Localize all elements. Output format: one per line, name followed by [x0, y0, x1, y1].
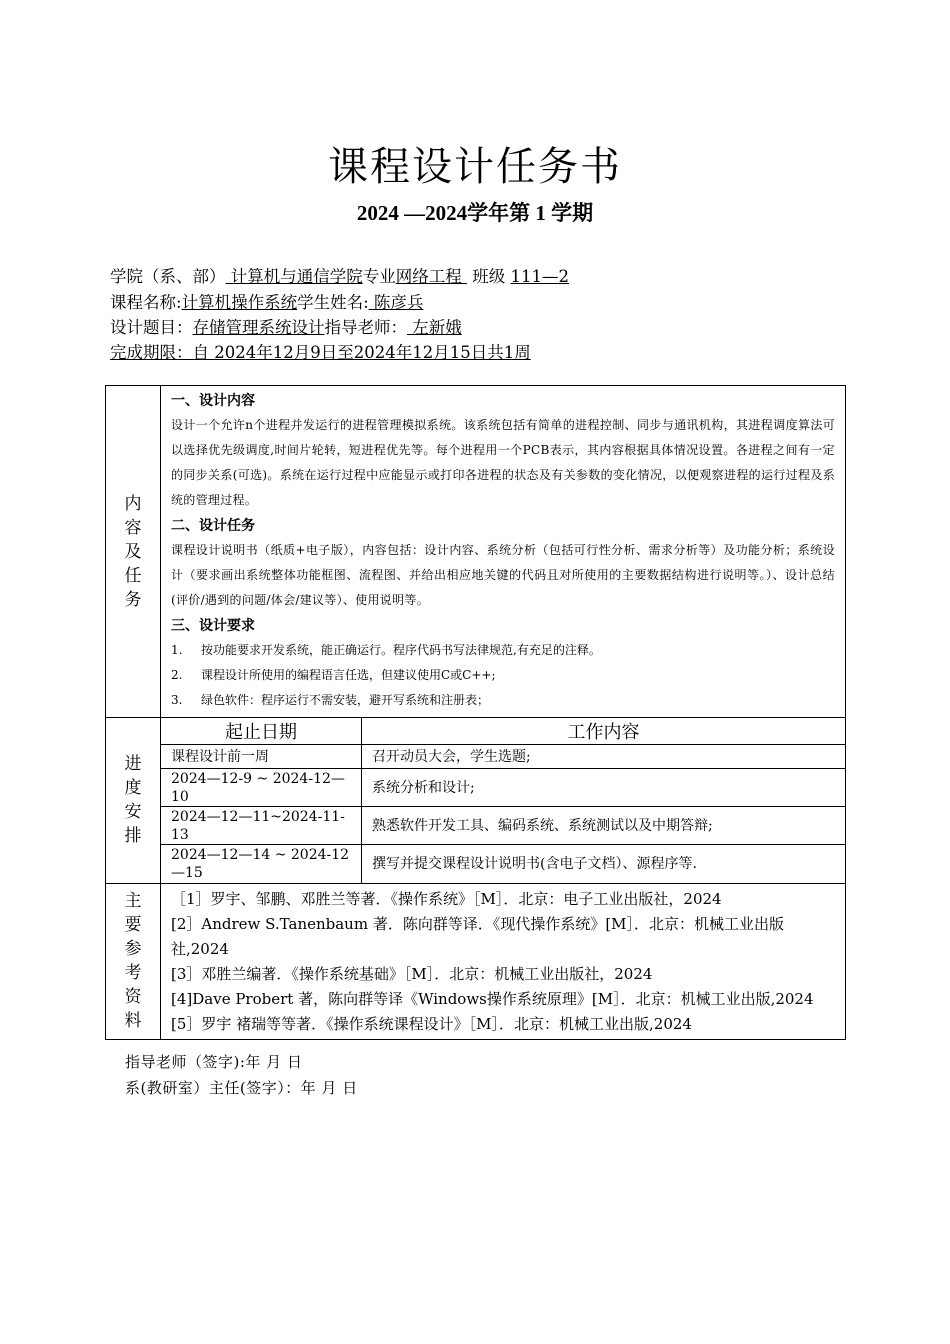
content-side-cell [106, 386, 161, 718]
info-line-college [110, 265, 569, 289]
schedule-row-item [161, 769, 845, 807]
schedule-row [106, 718, 846, 884]
course-label: 课程名称: [110, 293, 182, 312]
reference-item: [5］罗宇 褚瑞等等著．《操作系统课程设计》［M］．北京：机械工业出版,2024 [171, 1014, 692, 1033]
requirement-num: 1. [171, 643, 183, 657]
info-line-course [110, 291, 423, 315]
student-value: 陈彦兵 [368, 293, 424, 312]
schedule-work: 召开动员大会，学生选题; [362, 745, 846, 769]
college-label: 学院（系、部） [110, 267, 226, 286]
schedule-row-item [161, 845, 845, 883]
schedule-date: 2024—12-9 ~ 2024-12—10 [161, 769, 362, 807]
design-content-text: 设计一个允许n个进程并发运行的进程管理模拟系统。该系统包括有简单的进程控制、同步与通讯机构，其进程调度算法可以选择优先级调度,时间片轮转，短进程优先等。每个进程用一个PCB表示，其内容根据具体情况设置。各进程之间有一定的同步关系(可选)。系统在运行过程中应能显示或打印各进程的状态及有关参数的变化情况，以便观察进程的运行过程及系统的管理过程。 [171, 418, 835, 507]
schedule-date: 课程设计前一周 [161, 745, 362, 769]
class-value: 111—2 [510, 267, 569, 286]
teacher-value: 左新娥 [407, 318, 462, 337]
requirement-text: 课程设计所使用的编程语言任选，但建议使用C或C++; [201, 668, 496, 682]
director-signature-line: 系(教研室）主任(签字）：年 月 日 [125, 1079, 358, 1097]
requirement-text: 按功能要求开发系统，能正确运行。程序代码书写法律规范,有充足的注释。 [201, 643, 601, 657]
major-label: 专业 [362, 267, 396, 286]
reference-item: ［1］罗宇、邹鹏、邓胜兰等著．《操作系统》［M］．北京：电子工业出版社，2024 [171, 889, 722, 908]
college-value: 计算机与通信学院 [225, 267, 363, 286]
content-side-label: 内容及任务 [124, 493, 142, 610]
references-cell [161, 883, 846, 1039]
student-label: 学生姓名: [297, 293, 369, 312]
academic-year-subtitle: 2024 —2024学年第 1 学期 [356, 201, 594, 225]
task-table [105, 385, 846, 1040]
requirement-num: 3. [171, 693, 183, 707]
design-task-text: 课程设计说明书（纸质+电子版），内容包括：设计内容、系统分析（包括可行性分析、需求分析等）及功能分析；系统设计（要求画出系统整体功能框图、流程图、并给出相应地关键的代码且对所使用的主要数据结构进行说明等。）、设计总结(评价/遇到的问题/体会/建议等）、使用说明等。 [171, 543, 835, 607]
requirement-item [171, 663, 835, 688]
content-row [106, 386, 846, 718]
schedule-header-row [161, 718, 845, 745]
design-task-heading: 二、设计任务 [171, 518, 255, 534]
teacher-signature-line: 指导老师（签字):年 月 日 [125, 1053, 303, 1071]
info-line-topic [110, 316, 462, 340]
design-req-heading: 三、设计要求 [171, 618, 255, 634]
reference-item: [2］Andrew S.Tanenbaum 著．陈向群等译．《现代操作系统》[M］．北京：机械工业出版社,2024 [171, 914, 785, 958]
schedule-side-label: 进度安排 [124, 754, 142, 847]
references-side-label: 主要参考资料 [124, 891, 142, 1031]
requirement-item [171, 688, 835, 713]
course-value: 计算机操作系统 [181, 293, 298, 312]
deadline-value: 完成期限：自 2024年12月9日至2024年12月15日共1周 [110, 343, 531, 362]
info-line-deadline [110, 341, 531, 365]
references-side-cell [106, 883, 161, 1039]
references-row [106, 883, 846, 1039]
topic-label: 设计题目： [110, 318, 193, 337]
schedule-date: 2024—12—11~2024-11-13 [161, 807, 362, 845]
content-cell [161, 386, 846, 718]
topic-value: 存储管理系统设计 [192, 318, 325, 337]
page-title: 课程设计任务书 [328, 144, 622, 190]
schedule-side-cell [106, 718, 161, 884]
schedule-col-date: 起止日期 [161, 718, 362, 745]
reference-item: [4]Dave Probert 著，陈向群等译《Windows操作系统原理》[M］．北京：机械工业出版,2024 [171, 989, 814, 1008]
schedule-work: 系统分析和设计; [362, 769, 846, 807]
teacher-label: 指导老师： [324, 318, 407, 337]
schedule-work: 撰写并提交课程设计说明书(含电子文档）、源程序等. [372, 855, 697, 872]
design-content-heading: 一、设计内容 [171, 393, 255, 409]
schedule-date: 2024—12—14 ~ 2024-12—15 [161, 845, 362, 883]
schedule-table [161, 718, 845, 883]
schedule-cell [161, 718, 846, 884]
requirement-item [171, 638, 835, 663]
requirement-num: 2. [171, 668, 183, 682]
schedule-work: 熟悉软件开发工具、编码系统、系统测试以及中期答辩; [362, 807, 846, 845]
requirement-text: 绿色软件：程序运行不需安装，避开写系统和注册表； [201, 693, 490, 707]
reference-item: [3］邓胜兰编著．《操作系统基础》［M］．北京：机械工业出版社，2024 [171, 964, 653, 983]
class-label: 班级 [472, 267, 506, 286]
major-value: 网络工程 [395, 267, 467, 286]
schedule-row-item [161, 807, 845, 845]
schedule-col-work: 工作内容 [362, 718, 846, 745]
schedule-row-item [161, 745, 845, 769]
